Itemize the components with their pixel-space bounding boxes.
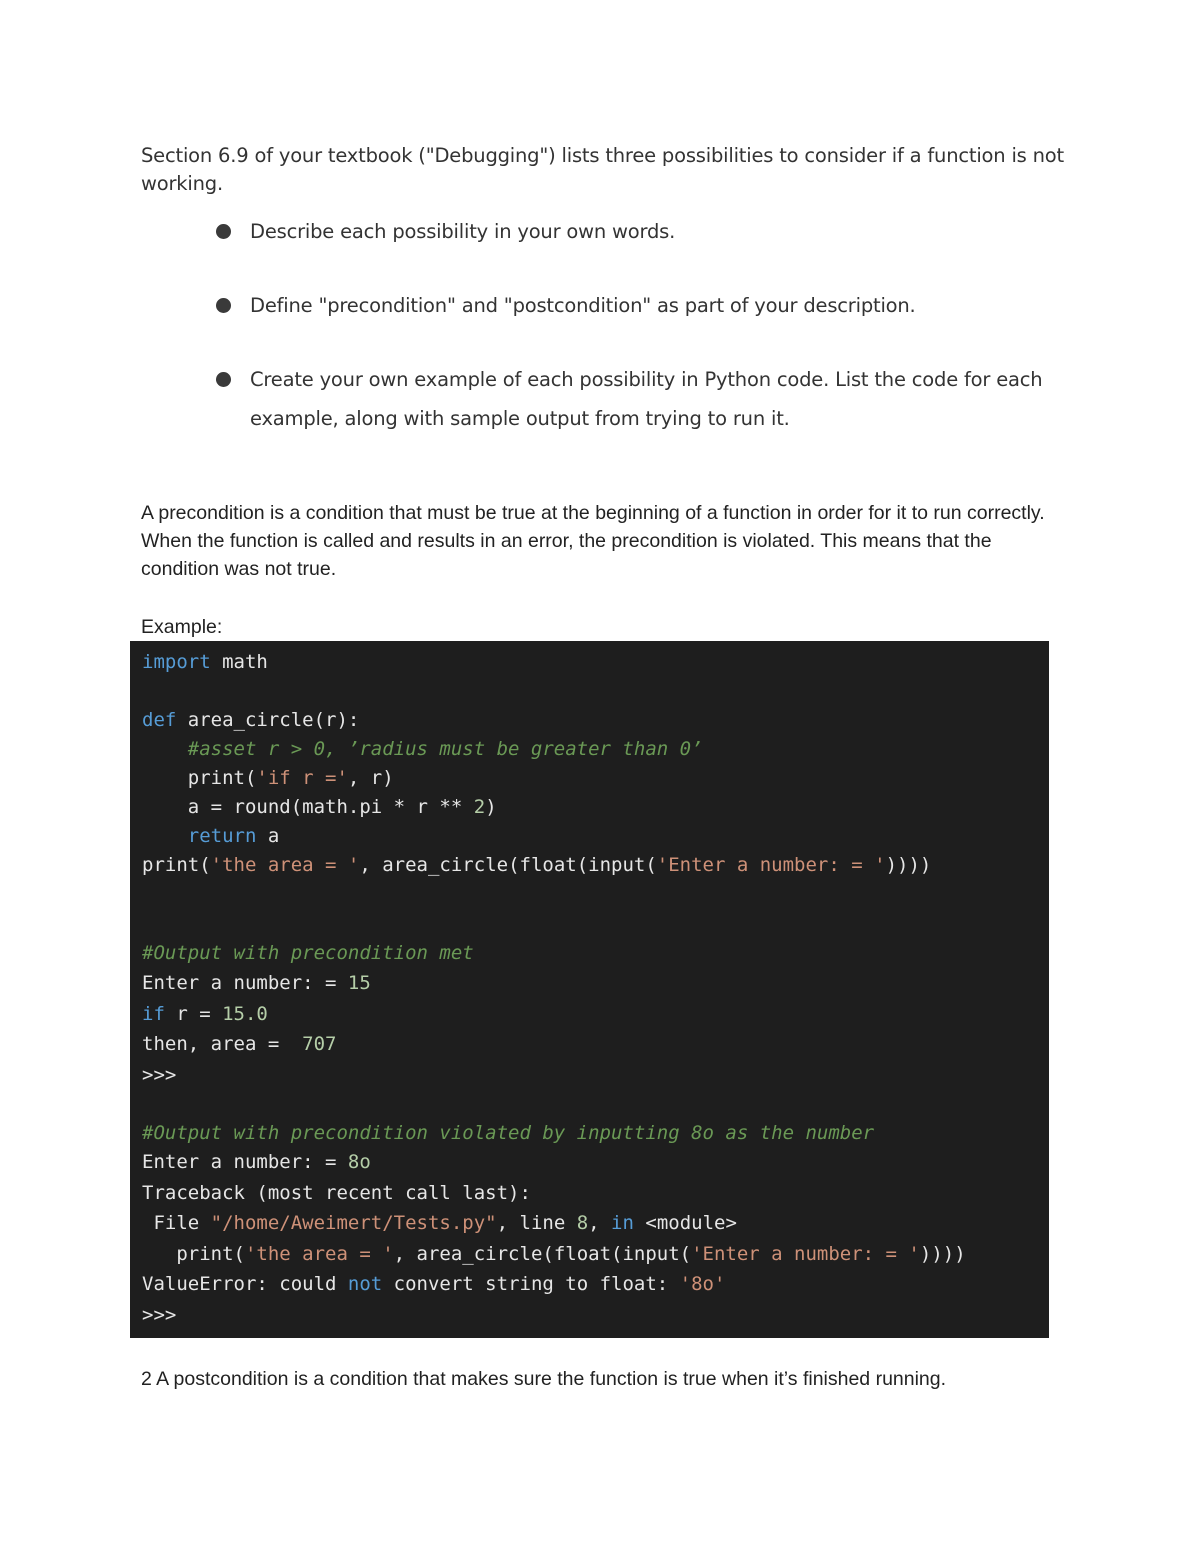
code-text-segment: print( bbox=[142, 767, 257, 789]
code-comment: #asset r > 0, ’radius must be greater than 0’ bbox=[142, 738, 703, 760]
code-text-segment: )))) bbox=[919, 1243, 966, 1265]
list-item-text: Define "precondition" and "postcondition" as part of your description. bbox=[250, 294, 916, 317]
bullet-icon bbox=[216, 372, 231, 387]
code-text-segment: , area_circle(float(input( bbox=[393, 1243, 692, 1265]
code-text-segment: )))) bbox=[885, 854, 932, 876]
list-item bbox=[214, 286, 1074, 325]
code-number: 707 bbox=[302, 1033, 337, 1055]
code-text-segment: then, area = bbox=[142, 1033, 303, 1055]
list-item bbox=[214, 360, 1074, 438]
code-keyword: not bbox=[347, 1273, 383, 1295]
code-comment: #Output with precondition violated by inputting 8o as the number bbox=[142, 1122, 875, 1144]
code-string: 'the area = ' bbox=[210, 854, 360, 876]
code-keyword: import bbox=[142, 651, 211, 673]
code-text-segment: Enter a number: = bbox=[142, 1151, 348, 1173]
code-string: '8o' bbox=[679, 1273, 726, 1295]
code-text-segment: math bbox=[210, 651, 268, 673]
code-text-segment: , line bbox=[496, 1212, 577, 1234]
code-text-segment: area_circle(r): bbox=[176, 709, 360, 731]
code-number: 15.0 bbox=[222, 1003, 268, 1025]
code-keyword: in bbox=[611, 1212, 634, 1234]
code-text-segment: >>> bbox=[142, 1064, 177, 1086]
code-text-segment: , r) bbox=[347, 767, 394, 789]
code-string: 'if r =' bbox=[256, 767, 348, 789]
precondition-paragraph: A precondition is a condition that must be true at the beginning of a function in order for it to run correctly. When the function is called and results in an error, the precondition is violated. This means that the condition was not true. bbox=[141, 502, 1045, 580]
code-keyword: def bbox=[142, 709, 177, 731]
bullet-icon bbox=[216, 298, 231, 313]
code-number: 15 bbox=[347, 972, 371, 994]
list-item bbox=[214, 212, 1074, 251]
code-text-segment: , area_circle(float(input( bbox=[359, 854, 657, 876]
code-string: "/home/Aweimert/Tests.py" bbox=[210, 1212, 497, 1234]
instruction-list bbox=[214, 212, 1074, 438]
code-string: 'Enter a number: = ' bbox=[691, 1243, 920, 1265]
code-text-segment: Traceback (most recent call last): bbox=[142, 1182, 531, 1204]
code-text-segment: a = round(math.pi * r ** bbox=[142, 796, 474, 818]
code-text-segment: Enter a number: = bbox=[142, 972, 348, 994]
code-number: 8o bbox=[347, 1151, 371, 1173]
code-text-segment: ValueError: could bbox=[142, 1273, 348, 1295]
list-item-text: Describe each possibility in your own words. bbox=[250, 220, 676, 243]
code-number: 8 bbox=[576, 1212, 589, 1234]
code-text-segment: a bbox=[256, 825, 280, 847]
code-keyword: return bbox=[142, 825, 257, 847]
code-text-segment: >>> bbox=[142, 1304, 177, 1326]
example-label: Example: bbox=[141, 616, 223, 638]
code-text-segment: , bbox=[588, 1212, 612, 1234]
code-string: 'the area = ' bbox=[244, 1243, 394, 1265]
code-number: 2 bbox=[473, 796, 486, 818]
code-text-segment: ) bbox=[485, 796, 497, 818]
code-text-segment: r = bbox=[164, 1003, 223, 1025]
code-text-segment: print( bbox=[142, 1243, 245, 1265]
code-text-segment: convert string to float: bbox=[382, 1273, 680, 1295]
code-text-segment: File bbox=[142, 1212, 211, 1234]
code-keyword: if bbox=[142, 1003, 165, 1025]
code-comment: #Output with precondition met bbox=[142, 942, 474, 964]
code-text-segment: <module> bbox=[633, 1212, 737, 1234]
intro-paragraph: Section 6.9 of your textbook ("Debugging") lists three possibilities to consider if a function is not working. bbox=[141, 144, 1064, 195]
code-string: 'Enter a number: = ' bbox=[656, 854, 886, 876]
code-text-segment: print( bbox=[142, 854, 211, 876]
list-item-text: Create your own example of each possibility in Python code. List the code for each example, along with sample output from trying to run it. bbox=[250, 368, 1043, 430]
postcondition-paragraph: 2 A postcondition is a condition that makes sure the function is true when it’s finished running. bbox=[141, 1368, 947, 1390]
bullet-icon bbox=[216, 224, 231, 239]
code-block bbox=[130, 641, 1049, 1338]
